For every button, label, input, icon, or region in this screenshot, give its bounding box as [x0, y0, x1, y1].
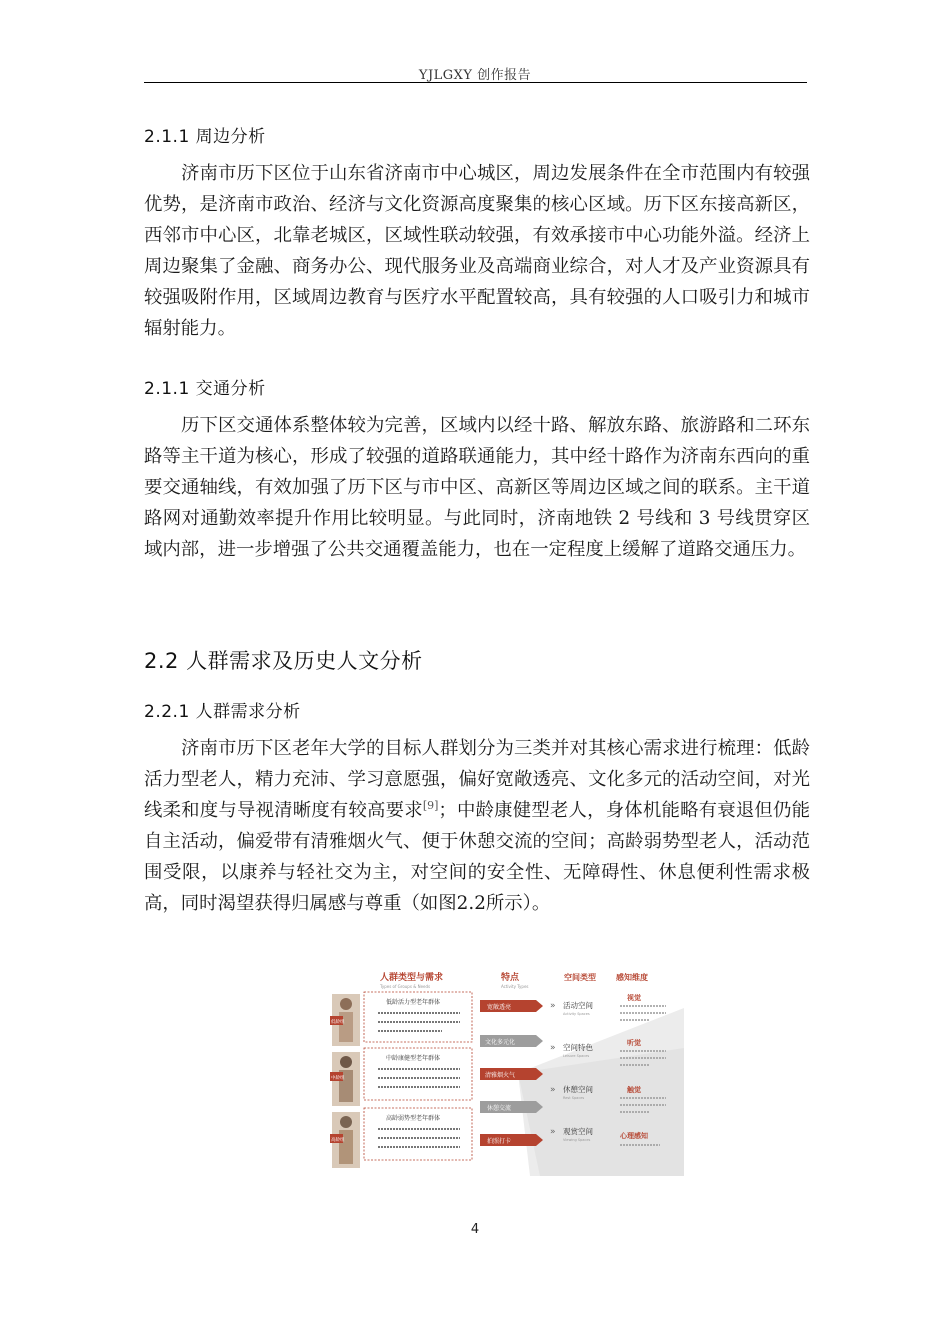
header-title: YJLGXY 创作报告 [418, 68, 532, 83]
section-heading-2-2-1: 2.2.1 人群需求分析 [144, 702, 301, 722]
sense-1: 视觉 [627, 994, 641, 1002]
group-low-age [330, 992, 472, 1046]
sense-3: 触觉 [627, 1086, 641, 1094]
col-header-features: 特点 [501, 973, 520, 983]
feature-1: 宽敞透亮 [487, 1004, 512, 1011]
figure-crowd-needs-diagram [330, 968, 684, 1176]
page-number: 4 [470, 1222, 480, 1237]
group-tag-high: 高龄组 [331, 1138, 345, 1143]
section-heading-2-1-1-traffic: 2.1.1 交通分析 [144, 379, 266, 399]
col-sub-groups: Types of Groups & Needs [380, 984, 431, 989]
space-arrow-4: » [550, 1127, 556, 1137]
space-3-en: Rest Spaces [563, 1096, 585, 1100]
paragraph-text-part2: ；中龄康健型老人，身体机能略有衰退但仍能自主活动，偏爱带有清雅烟火气、便于休憩交流的空间；高龄弱势型老人，活动范围受限，以康养与轻社交为主，对空间的安全性、无障碍性、休息便利性需求极高，同时渴望获得归属感与尊重（如图2.2所示）。 [144, 800, 810, 914]
group-mid-age [330, 1048, 472, 1106]
group-high-age [330, 1108, 472, 1168]
diagram-svg [330, 968, 684, 1176]
col-sub-features: Activity Types [501, 984, 529, 989]
space-arrow-1: » [550, 1001, 556, 1011]
group-title-low: 低龄活力型老年群体 [386, 999, 441, 1006]
group-tag-low: 低龄组 [331, 1020, 345, 1025]
group-title-mid: 中龄康健型老年群体 [386, 1055, 441, 1062]
paragraph-surroundings: 济南市历下区位于山东省济南市中心城区，周边发展条件在全市范围内有较强优势，是济南市政治、经济与文化资源高度聚集的核心区域。历下区东接高新区，西邻市中心区，北靠老城区，区域性联动较强，有效承接市中心功能外溢。经济上周边聚集了金融、商务办公、现代服务业及高端商业综合，对人才及产业资源具有较强吸附作用，区域周边教育与医疗水平配置较高，具有较强的人口吸引力和城市辐射能力。 [144, 163, 810, 339]
citation-ref: [9] [422, 799, 439, 812]
space-1-en: Activity Spaces [563, 1012, 590, 1016]
feature-2: 文化多元化 [485, 1039, 516, 1046]
sense-4: 心理感知 [620, 1132, 648, 1140]
col-header-groups: 人群类型与需求 [380, 973, 444, 983]
space-4: 观赏空间 [563, 1127, 593, 1136]
section-heading-2-1-1-surroundings: 2.1.1 周边分析 [144, 127, 266, 147]
col-header-senses: 感知维度 [616, 973, 648, 982]
feature-5: 拍照打卡 [487, 1138, 512, 1145]
header-divider [144, 82, 807, 83]
section-heading-2-2: 2.2 人群需求及历史人文分析 [144, 649, 423, 673]
space-4-en: Viewing Spaces [563, 1138, 591, 1142]
paragraph-text-part1: 济南市历下区老年大学的目标人群划分为三类并对其核心需求进行梳理：低龄活力型老人，精力充沛、学习意愿强，偏好宽敞透亮、文化多元的活动空间，对光线柔和度与导视清晰度有较高要求 [144, 738, 810, 821]
space-1: 活动空间 [563, 1001, 593, 1010]
space-3: 休憩空间 [563, 1085, 593, 1094]
group-tag-mid: 中龄组 [331, 1076, 345, 1081]
space-2: 空间特色 [563, 1043, 593, 1052]
group-title-high: 高龄弱势型老年群体 [386, 1115, 441, 1122]
paragraph-crowd-needs [144, 733, 810, 919]
space-arrow-2: » [550, 1043, 556, 1053]
feature-3: 清雅烟火气 [485, 1072, 516, 1079]
space-arrow-3: » [550, 1085, 556, 1095]
paragraph-traffic: 历下区交通体系整体较为完善，区域内以经十路、解放东路、旅游路和二环东路等主干道为核心，形成了较强的道路联通能力，其中经十路作为济南东西向的重要交通轴线，有效加强了历下区与市中区、高新区等周边区域之间的联系。主干道路网对通勤效率提升作用比较明显。与此同时，济南地铁 2 号线和 3 号线贯穿区域内部，进一步增强了公共交通覆盖能力，也在一定程度上缓解了道路交通压力。 [144, 415, 810, 560]
col-header-space-types: 空间类型 [564, 973, 596, 982]
sense-2: 听觉 [627, 1039, 641, 1047]
space-2-en: Leisure Spaces [563, 1054, 590, 1058]
feature-4: 休憩交流 [487, 1105, 512, 1112]
